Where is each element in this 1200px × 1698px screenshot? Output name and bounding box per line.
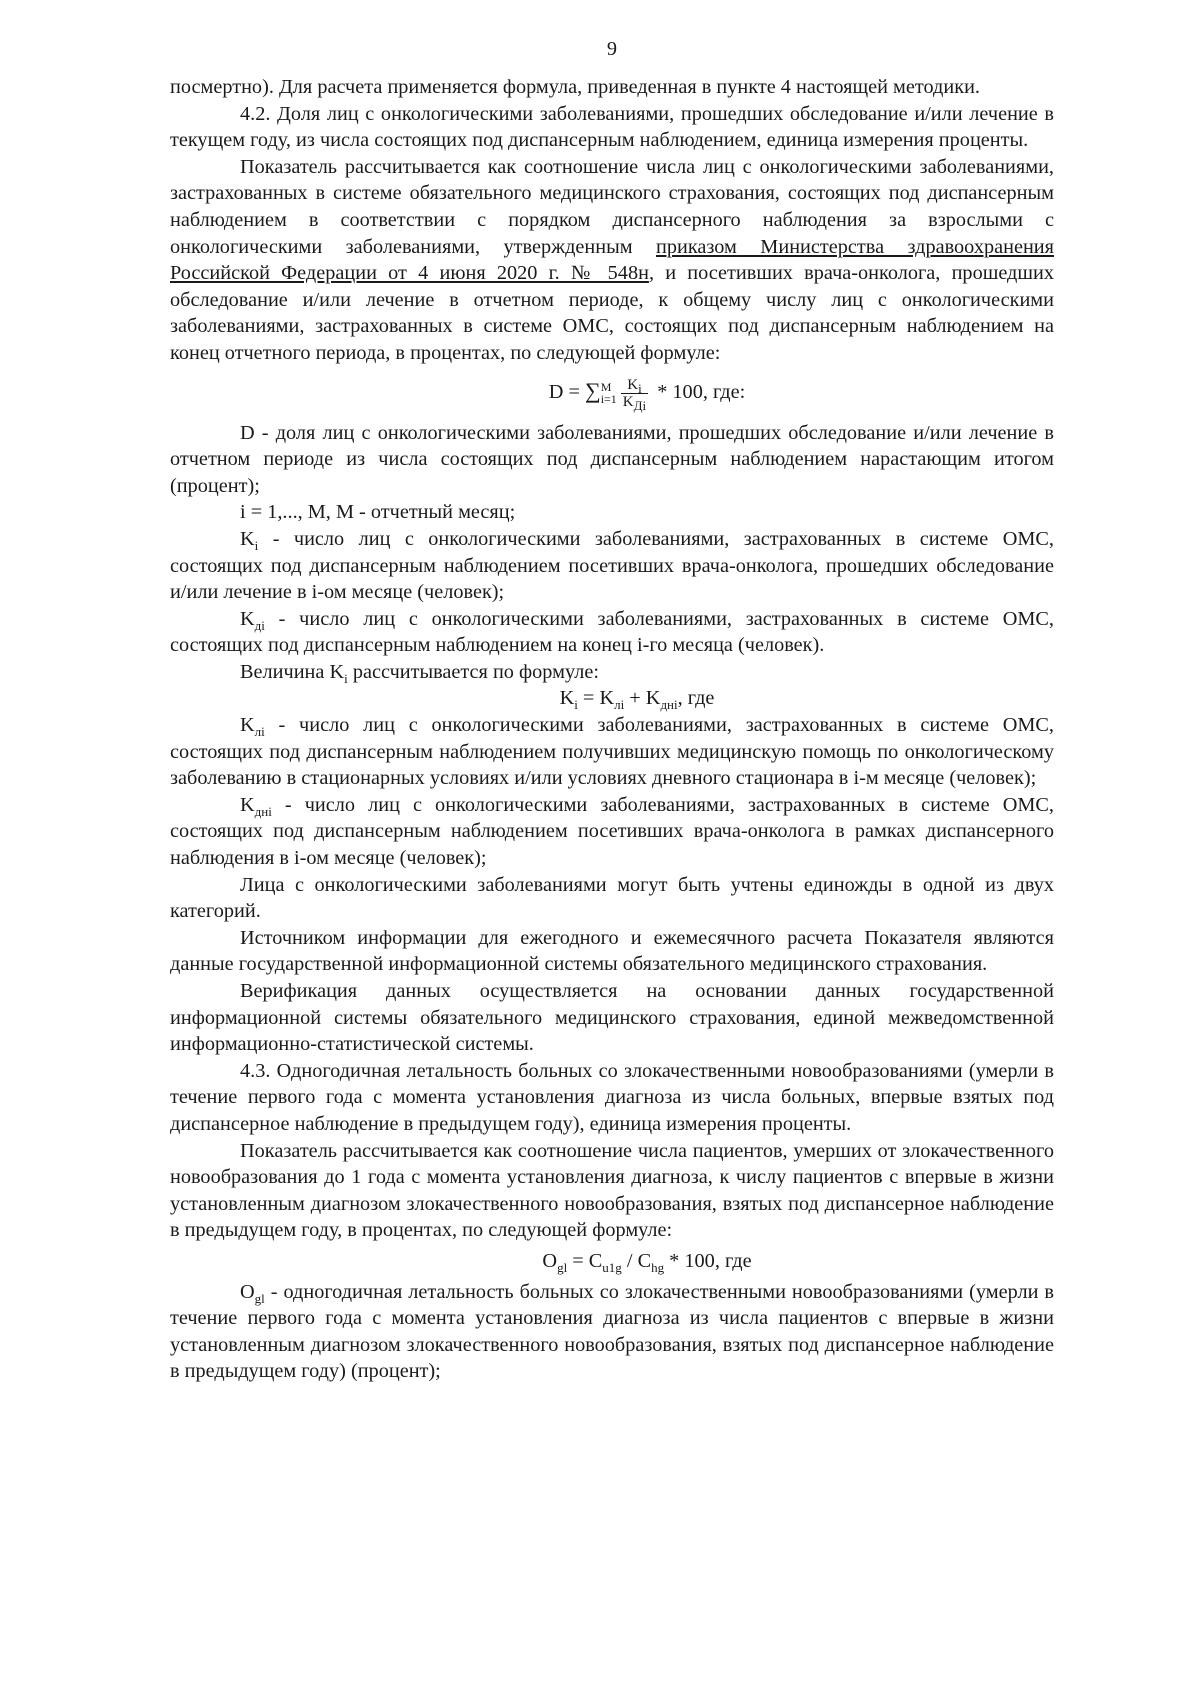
definition-kli (170, 712, 1054, 792)
formula-subscript: u1g (602, 1259, 622, 1275)
formula-part: , где (677, 687, 715, 710)
fraction-numerator (621, 377, 648, 394)
symbol-subscript: i (254, 537, 259, 553)
definition-ki (170, 526, 1054, 606)
formula-part: * 100, где (664, 1249, 752, 1272)
text-part: Показатель рассчитывается как соотношение числа лиц с онкологическими заболеваниями, застрахованных в системе обязательного медицинского страхования, состоящих под диспансерным наблюдением в соответствии с порядком диспансерного наблюдения за взрослыми с онкологическими заболеваниями, утвержденным (170, 155, 1054, 258)
denominator-subscript: Дi (633, 397, 647, 413)
formula-rhs: * 100, где: (652, 380, 746, 403)
text-part: рассчитывается по формуле: (347, 660, 599, 683)
sum-sign: ∑ (585, 377, 601, 403)
text-part: , и посетивших врача-онколога, прошедших обследование и/или лечение в отчетном периоде, к общему числу лиц с онкологическими заболеваниями, застрахованных в системе ОМС, состоящих под диспансерным наблюдением на конец отчетного периода, в процентах, по следующей формуле: (170, 262, 1054, 364)
definition-text: - число лиц с онкологическими заболеваниями, застрахованных в системе ОМС, состоящих под диспансерным наблюдением посетивших врача-онколога в рамках диспансерного наблюдения в i-ом месяце (человек); (170, 793, 1054, 870)
order-link-text: приказом Министерства здравоохранения Российской Федерации от 4 июня 2020 г. № 548н (170, 235, 1054, 285)
formula-subscript: i (574, 697, 578, 713)
formula-part: + K (624, 687, 661, 710)
paragraph-mortality-description: Показатель рассчитывается как соотношение числа пациентов, умерших от злокачественного новообразования до 1 года с момента установления диагноза, к числу пациентов с впервые в жизни установленным диагнозом злокачественного новообразования, взятых под диспансерное наблюдение в предыдущем году, в процентах, по следующей формуле: (170, 1139, 1054, 1242)
formula-lhs: D = (548, 380, 585, 403)
section-4-3-heading: 4.3. Одногодичная летальность больных со злокачественными новообразованиями (умерли в течение первого года с момента установления диагноза из числа больных, впервые взятых под диспансерное наблюдение в предыдущем году), единица измерения проценты. (170, 1059, 1054, 1135)
symbol-subscript: gl (254, 1290, 265, 1306)
paragraph-categories-note: Лица с онкологическими заболеваниями могут быть учтены единожды в одной из двух категорий. (170, 873, 1054, 923)
definition-i: i = 1,..., M, M - отчетный месяц; (240, 501, 516, 524)
sum-limits (601, 381, 617, 405)
symbol: K (240, 607, 255, 630)
definition-d: D - доля лиц с онкологическими заболеваниями, прошедших обследование и/или лечение в отчетном периоде из числа состоящих под диспансерным наблюдением нарастающим итогом (процент); (170, 421, 1054, 497)
symbol: O (240, 1280, 255, 1303)
fraction-denominator (621, 393, 648, 413)
denominator-symbol: K (622, 393, 634, 410)
symbol-subscript: i (344, 670, 348, 686)
formula-part: K (559, 687, 575, 710)
symbol: K (240, 714, 255, 737)
formula-subscript: днi (660, 697, 678, 713)
numerator-symbol: K (627, 376, 639, 393)
document-page (170, 36, 1054, 1385)
definition-ogl (170, 1279, 1054, 1385)
paragraph-verification: Верификация данных осуществляется на основании данных государственной информационной системы обязательного медицинского страхования, единой межведомственной информационно-статистической системы. (170, 980, 1054, 1056)
text-part: Величина K (240, 660, 345, 683)
symbol: K (240, 527, 255, 550)
paragraph-indicator-description (170, 154, 1054, 367)
definition-kdi (170, 606, 1054, 659)
definition-kdni (170, 792, 1054, 872)
definition-text: - одногодичная летальность больных со злокачественными новообразованиями (умерли в течение первого года с момента установления диагноза из числа пациентов с впервые в жизни установленным диагнозом злокачественного новообразования, взятых под диспансерное наблюдение в предыдущем году) (процент); (170, 1280, 1054, 1383)
definition-text: - число лиц с онкологическими заболеваниями, застрахованных в системе ОМС, состоящих под диспансерным наблюдением посетивших врача-онколога, прошедших обследование и/или лечение в i-ом месяце (человек); (170, 527, 1054, 604)
formula-subscript: gl (557, 1259, 568, 1275)
sum-lower: i=1 (600, 392, 617, 407)
symbol-subscript: дi (254, 617, 265, 633)
page-number: 9 (606, 38, 618, 60)
sum-upper: M (600, 380, 612, 395)
formula-subscript: hg (651, 1259, 665, 1275)
definition-text: - число лиц с онкологическими заболеваниями, застрахованных в системе ОМС, состоящих под диспансерным наблюдением получивших медицинскую помощь по онкологическому заболеванию в стационарных условиях и/или условиях дневного стационара в i-м месяце (человек); (170, 714, 1054, 790)
formula-subscript: лi (614, 697, 625, 713)
symbol-subscript: днi (254, 803, 272, 819)
symbol: K (240, 793, 255, 816)
definition-text: - число лиц с онкологическими заболеваниями, застрахованных в системе ОМС, состоящих под диспансерным наблюдением на конец i-го месяца (человек). (170, 607, 1054, 657)
formula-part: / C (621, 1249, 652, 1272)
symbol-subscript: лi (254, 724, 265, 740)
section-4-2-heading: 4.2. Доля лиц с онкологическими заболеваниями, прошедших обследование и/или лечение в текущем году, из числа состоящих под диспансерным наблюдением, единица измерения проценты. (170, 102, 1054, 152)
numerator-subscript: i (638, 380, 642, 396)
formula-part: = K (577, 687, 615, 710)
formula-ogl (170, 1248, 1054, 1275)
fraction (621, 376, 648, 413)
formula-part: = C (567, 1249, 603, 1272)
formula-d (170, 376, 1054, 413)
paragraph-ki-formula-intro (170, 659, 1054, 686)
formula-ki (170, 685, 1054, 712)
paragraph-continuation: посмертно). Для расчета применяется формула, приведенная в пункте 4 настоящей методики. (170, 76, 980, 98)
paragraph-information-source: Источником информации для ежегодного и ежемесячного расчета Показателя являются данные государственной информационной системы обязательного медицинского страхования. (170, 926, 1054, 976)
formula-part: O (542, 1249, 558, 1272)
